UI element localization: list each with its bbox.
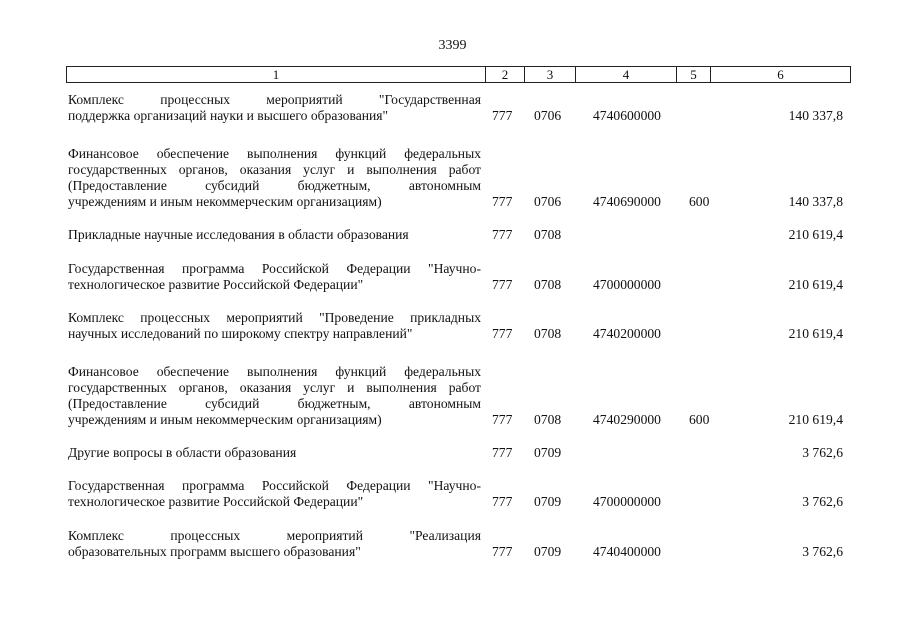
column-header-3: 3 [525,67,576,83]
amount: 3 762,6 [802,445,843,460]
row-description-line: поддержка организаций науки и высшего образования" [68,108,389,123]
ministry-code: 777 [492,277,513,292]
column-header-1: 1 [67,67,486,83]
row-description-line: государственных органов, оказания услуг и выполнения работ [68,162,481,177]
amount: 210 619,4 [788,412,843,427]
section-code: 0708 [534,227,562,242]
section-code: 0709 [534,445,562,460]
row-description [68,445,481,461]
page-number: 3399 [438,38,467,53]
amount: 3 762,6 [802,494,843,509]
row-description-line: образовательных программ высшего образования" [68,544,361,559]
column-header-6: 6 [711,67,851,83]
expense-type-code: 600 [689,194,710,209]
section-code: 0708 [534,412,562,427]
target-article-code: 4740690000 [593,194,661,209]
row-description-line: технологическое развитие Российской Федерации" [68,277,364,292]
ministry-code: 777 [492,544,513,559]
column-header-4: 4 [576,67,677,83]
row-description [68,92,481,124]
row-description-line: Комплекс процессных мероприятий "Государственная [68,92,481,107]
row-description-line: (Предоставление субсидий бюджетным, автономным [68,396,481,411]
row-description-line: учреждениям и иным некоммерческим организациям) [68,194,382,209]
amount: 210 619,4 [788,227,843,242]
expense-type-code: 600 [689,412,710,427]
ministry-code: 777 [492,227,513,242]
section-code: 0706 [534,194,562,209]
row-description [68,528,481,560]
ministry-code: 777 [492,194,513,209]
row-description-line: Комплекс процессных мероприятий "Реализация [68,528,481,543]
amount: 140 337,8 [788,108,843,123]
row-description [68,146,481,210]
row-description-line: (Предоставление субсидий бюджетным, автономным [68,178,481,193]
target-article-code: 4700000000 [593,494,661,509]
row-description [68,310,481,342]
row-description-line: Государственная программа Российской Федерации "Научно- [68,478,481,493]
ministry-code: 777 [492,326,513,341]
column-header-table [66,66,851,83]
row-description-line: Финансовое обеспечение выполнения функций федеральных [68,146,481,161]
section-code: 0706 [534,108,562,123]
section-code: 0708 [534,326,562,341]
row-description-line: Финансовое обеспечение выполнения функций федеральных [68,364,481,379]
ministry-code: 777 [492,445,513,460]
amount: 140 337,8 [788,194,843,209]
row-description-line: учреждениям и иным некоммерческим организациям) [68,412,382,427]
ministry-code: 777 [492,108,513,123]
column-header-2: 2 [486,67,525,83]
row-description-line: технологическое развитие Российской Федерации" [68,494,364,509]
row-description [68,261,481,293]
amount: 210 619,4 [788,326,843,341]
row-description [68,478,481,510]
row-description-line: научных исследований по широкому спектру направлений" [68,326,413,341]
row-description-line: государственных органов, оказания услуг и выполнения работ [68,380,481,395]
ministry-code: 777 [492,494,513,509]
amount: 3 762,6 [802,544,843,559]
row-description-line: Государственная программа Российской Федерации "Научно- [68,261,481,276]
ministry-code: 777 [492,412,513,427]
row-description [68,227,481,243]
target-article-code: 4740200000 [593,326,661,341]
row-description-line: Другие вопросы в области образования [68,445,297,460]
row-description [68,364,481,428]
target-article-code: 4740400000 [593,544,661,559]
section-code: 0709 [534,494,562,509]
section-code: 0709 [534,544,562,559]
target-article-code: 4700000000 [593,277,661,292]
column-header-5: 5 [677,67,711,83]
amount: 210 619,4 [788,277,843,292]
row-description-line: Комплекс процессных мероприятий "Проведение прикладных [68,310,481,325]
target-article-code: 4740600000 [593,108,661,123]
target-article-code: 4740290000 [593,412,661,427]
row-description-line: Прикладные научные исследования в области образования [68,227,409,242]
section-code: 0708 [534,277,562,292]
